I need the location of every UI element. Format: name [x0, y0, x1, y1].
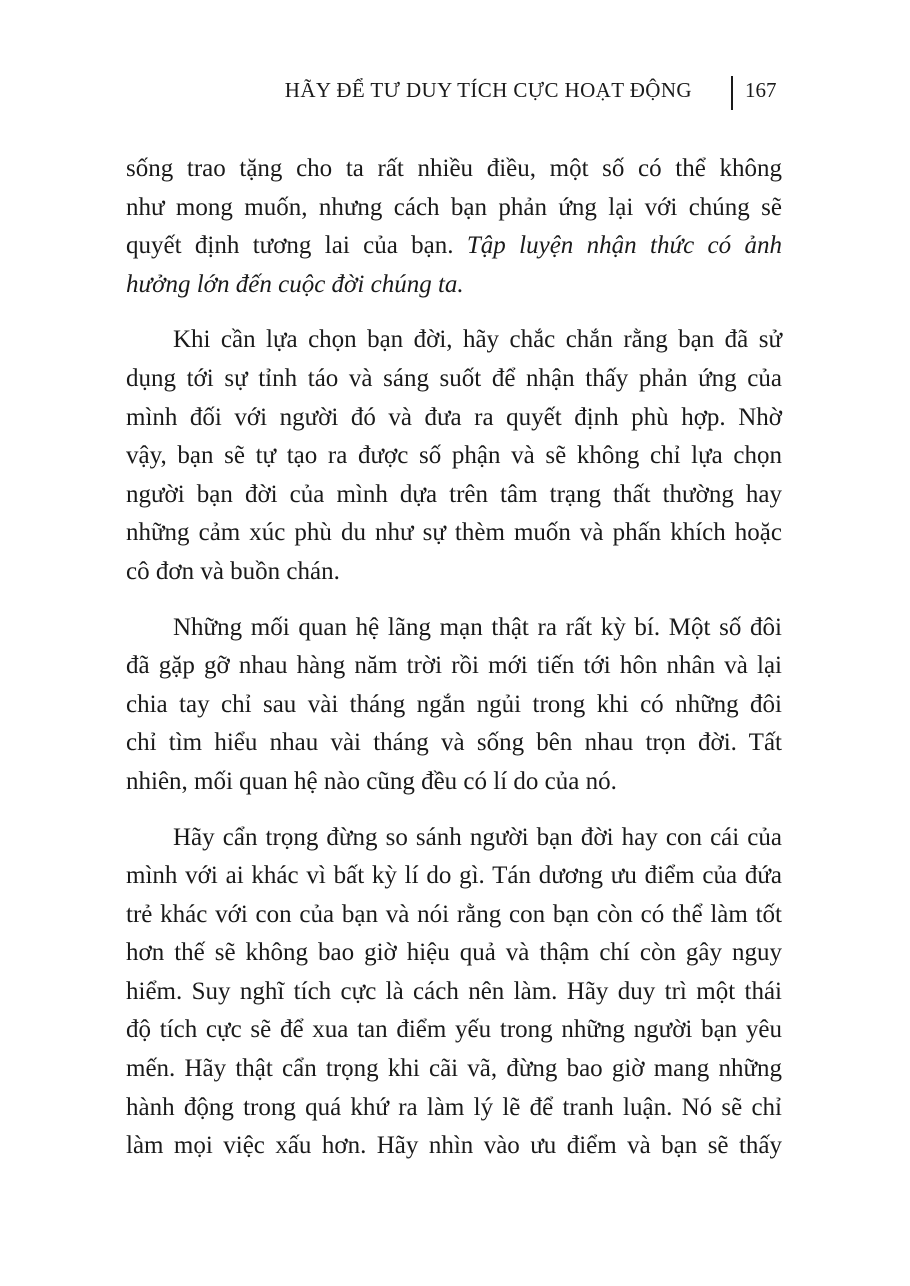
text-line: dụng tới sự tỉnh táo và sáng suốt để nhận thấy phản ứng của — [126, 364, 782, 392]
text-line: làm mọi việc xấu hơn. Hãy nhìn vào ưu điểm và bạn sẽ thấy — [126, 1132, 782, 1160]
text-line: mình với ai khác vì bất kỳ lí do gì. Tán dương ưu điểm của đứa — [126, 862, 782, 890]
text-line: đã gặp gỡ nhau hàng năm trời rồi mới tiến tới hôn nhân và lại — [126, 652, 782, 680]
body-text — [126, 150, 782, 1183]
text-line: hơn thế sẽ không bao giờ hiệu quả và thậm chí còn gây nguy — [126, 939, 782, 967]
text-line: mình đối với người đó và đưa ra quyết định phù hợp. Nhờ — [126, 403, 782, 431]
text-line: Những mối quan hệ lãng mạn thật ra rất kỳ bí. Một số đôi — [173, 613, 782, 641]
text-line: sống trao tặng cho ta rất nhiều điều, một số có thể không — [126, 155, 782, 182]
paragraph-3 — [126, 609, 782, 802]
text-line: mến. Hãy thật cẩn trọng khi cãi vã, đừng bao giờ mang những — [126, 1055, 782, 1083]
chapter-title: HÃY ĐỂ TƯ DUY TÍCH CỰC HOẠT ĐỘNG — [284, 78, 692, 102]
text-line: hiểm. Suy nghĩ tích cực là cách nên làm. Hãy duy trì một thái — [126, 977, 782, 1005]
page-number: 167 — [745, 78, 777, 102]
text-line: cô đơn và buồn chán. — [126, 557, 340, 585]
text-line — [126, 227, 782, 266]
running-header — [0, 76, 910, 110]
text-line: độ tích cực sẽ để xua tan điểm yếu trong những người bạn yêu — [126, 1016, 782, 1044]
text-line: như mong muốn, nhưng cách bạn phản ứng lại với chúng sẽ — [126, 193, 782, 221]
text-line: nhiên, mối quan hệ nào cũng đều có lí do của nó. — [126, 767, 617, 795]
text-run: quyết định tương lai của bạn. — [126, 232, 454, 260]
italic-text-run: Tập luyện nhận thức có ảnh — [466, 232, 782, 260]
text-line: những cảm xúc phù du như sự thèm muốn và phấn khích hoặc — [126, 519, 782, 547]
text-line: chỉ tìm hiểu nhau vài tháng và sống bên nhau trọn đời. Tất — [126, 729, 782, 757]
text-line: trẻ khác với con của bạn và nói rằng con bạn còn có thể làm tốt — [126, 900, 782, 928]
text-line: hành động trong quá khứ ra làm lý lẽ để tranh luận. Nó sẽ chỉ — [126, 1093, 782, 1121]
header-divider — [731, 76, 733, 110]
paragraph-4 — [126, 819, 782, 1166]
paragraph-2 — [126, 321, 782, 591]
text-line: Khi cần lựa chọn bạn đời, hãy chắc chắn rằng bạn đã sử — [173, 326, 782, 354]
text-line: người bạn đời của mình dựa trên tâm trạng thất thường hay — [126, 480, 782, 508]
text-line: vậy, bạn sẽ tự tạo ra được số phận và sẽ không chỉ lựa chọn — [126, 442, 782, 470]
italic-text-line: hưởng lớn đến cuộc đời chúng ta. — [126, 270, 464, 298]
paragraph-1 — [126, 150, 782, 304]
text-line: chia tay chỉ sau vài tháng ngắn ngủi trong khi có những đôi — [126, 690, 782, 718]
text-line: Hãy cẩn trọng đừng so sánh người bạn đời hay con cái của — [173, 823, 782, 851]
